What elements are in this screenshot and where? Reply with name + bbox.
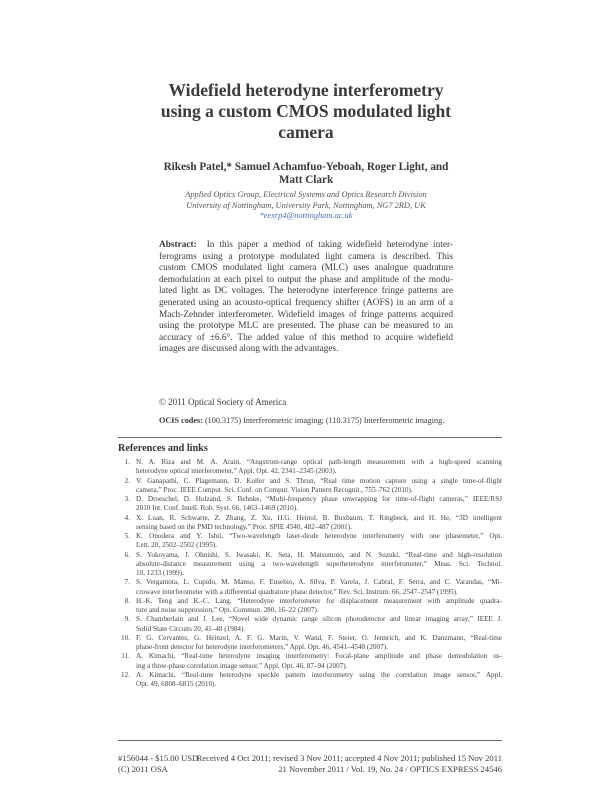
- abstract-line: ferograms using a prototype modulated light camera is described. This: [159, 251, 453, 262]
- reference-line: S. Yokoyama, J. Ohnishi, S. Iwasaki, K. Seta, H. Matsumoto, and N. Suzuki, “Real-time and high-resolution: [136, 550, 502, 559]
- reference-line: Opt. 49, 6808–6815 (2010).: [136, 680, 217, 688]
- reference-line: S. Vergamota, L. Cupido, M. Manso, F. Eusebio, A. Silva, P. Varela, J. Cabral, F. Serra, and C. Varandas, “Mi-: [136, 578, 502, 587]
- reference-item: [118, 578, 502, 597]
- ocis-codes: [159, 416, 444, 425]
- reference-line: 2010 Int. Conf. Intell. Rob. Syst. 66, 1463–1469 (2010).: [136, 504, 298, 513]
- abstract-text: In this paper a method of taking widefield heterodyne inter-: [206, 240, 453, 250]
- copyright-notice: © 2011 Optical Society of America: [159, 397, 287, 407]
- reference-item: [118, 495, 502, 514]
- reference-item: [118, 477, 502, 496]
- reference-number: 8.: [124, 596, 130, 605]
- reference-line: A. Kimachi, “Real-time heterodyne speckle pattern interferometry using the correlation image sensor,” Appl.: [136, 670, 502, 679]
- reference-line: F. G. Cervantes, G. Heinzel, A. F. G. Marin, V. Wand, F. Steier, O. Jennrich, and K. Danzmann, “Real-time: [136, 633, 502, 642]
- reference-item: [118, 458, 502, 477]
- divider: [118, 437, 502, 438]
- affiliation: [150, 190, 462, 222]
- reference-number: 6.: [124, 550, 130, 559]
- footer-journal-info: 21 November 2011 / Vol. 19, No. 24 / OPTICS EXPRESS 24546: [278, 764, 502, 774]
- footer-divider: [118, 740, 502, 741]
- reference-number: 10.: [121, 633, 130, 642]
- reference-number: 4.: [124, 513, 130, 522]
- page-footer: [118, 753, 502, 775]
- abstract-label: Abstract:: [159, 240, 197, 250]
- reference-line: camera,” Proc. IEEE Comput. Sci. Conf. on Comput. Vision Pattern Recognit., 755–762 (2010).: [136, 485, 413, 494]
- abstract-line: images are discussed along with the advantages.: [159, 344, 339, 355]
- references-heading: References and links: [118, 443, 208, 454]
- reference-item: [118, 652, 502, 671]
- abstract-line: accuracy of ±6.6°. The added value of this method to acquire widefield: [159, 332, 453, 343]
- reference-line: S. Chamberlain and J. Lee, “Novel wide dynamic range silicon photodetector and linear imaging array,” IEEE J.: [136, 615, 502, 624]
- email-link[interactable]: *eexrp4@nottingham.ac.uk: [259, 211, 353, 220]
- reference-line: Solid State Circuits 20, 41–48 (1984).: [136, 624, 246, 633]
- reference-line: H.-K. Teng and K.-C. Lang, “Heterodyne interferometer for displacement measurement with amplitude quadra-: [136, 596, 502, 605]
- reference-number: 2.: [124, 476, 130, 485]
- reference-line: X. Luan, R. Schwarte, Z. Zhang, Z. Xu, H.G. Heinol, B. Buxbaum, T. Ringbeck, and H. He, “3D intelligent: [136, 513, 502, 522]
- reference-line: crowave interferometer with a differential quadrature phase detector,” Rev. Sci. Instrum. 66, 2547–2547 (1995).: [136, 587, 458, 596]
- ocis-label: OCIS codes:: [159, 416, 203, 425]
- title-line: using a custom CMOS modulated light: [160, 101, 452, 121]
- reference-number: 9.: [124, 615, 130, 624]
- authors-line: Rikesh Patel,* Samuel Achamfuo-Yeboah, Roger Light, and: [163, 161, 449, 173]
- reference-item: [118, 532, 502, 551]
- reference-line: ing a three-phase correlation image sensor,” Appl. Opt. 46, 87–94 (2007).: [136, 661, 348, 670]
- reference-number: 3.: [124, 495, 130, 503]
- reference-number: 5.: [124, 532, 130, 540]
- reference-line: N. A. Riza and M. A. Arain, “Angstrom-range optical path-length measurement with a high-speed scanning: [136, 458, 502, 466]
- reference-line: phase-front detector for heterodyne interferometers,” Appl. Opt. 46, 4541–4548 (2007).: [136, 643, 388, 651]
- paper-title: [120, 80, 492, 143]
- reference-line: sensing based on the PMD technology,” Proc. SPIE 4540, 482–487 (2001).: [136, 522, 352, 531]
- abstract-line: demodulation at each pixel to output the phase and amplitude of the modu-: [159, 274, 453, 285]
- abstract-line: Mach-Zehnder interferometer. Widefield images of fringe patterns acquired: [159, 309, 453, 320]
- reference-item: [118, 615, 502, 634]
- reference-line: heterodyne optical interferometer,” Appl. Opt. 42, 2341–2345 (2003).: [136, 467, 337, 476]
- reference-number: 7.: [124, 578, 130, 587]
- reference-number: 1.: [124, 458, 130, 466]
- reference-item: [118, 551, 502, 579]
- reference-item: [118, 597, 502, 616]
- reference-item: [118, 634, 502, 653]
- reference-number: 12.: [121, 670, 130, 679]
- affiliation-line: Applied Optics Group, Electrical Systems and Optics Research Division: [185, 190, 427, 199]
- abstract-line: custom CMOS modulated light camera (MLC) uses analogue quadrature: [159, 263, 453, 274]
- footer-copyright: (C) 2011 OSA: [118, 764, 168, 774]
- abstract-line: lated light as DC voltages. The heterodyne interference fringe patterns are: [159, 286, 453, 297]
- reference-line: 10, 1233 (1999).: [136, 569, 184, 577]
- reference-line: A. Kimachi, “Real-time heterodyne imaging interferometry: Focal-plane amplitude and phase demodulation us-: [136, 652, 502, 661]
- reference-line: V. Ganapathi, C. Plagemann, D. Koller and S. Thrun, “Real time motion capture using a single time-of-flight: [136, 476, 502, 485]
- authors-line: Matt Clark: [278, 174, 334, 186]
- abstract-line: generated using an acousto-optical frequency shifter (AOFS) in an arm of a: [159, 297, 453, 308]
- reference-line: absolute-distance measurement using a two-wavelength superheterodyne interferometer,” Meas. Sci. Technol.: [136, 559, 502, 568]
- title-line: Widefield heterodyne interferometry: [168, 80, 444, 100]
- reference-line: K. Onodera and Y. Ishii, “Two-wavelength laser-diode heterodyne interferometry with one phasemeter,” Opt.: [136, 532, 502, 540]
- abstract: [159, 240, 453, 356]
- ocis-text: (100.3175) Interferometric imaging; (110.3175) Interferometric imaging.: [204, 416, 445, 425]
- affiliation-line: University of Nottingham, University Park, Nottingham, NG7 2RD, UK: [186, 200, 426, 210]
- reference-item: [118, 514, 502, 533]
- reference-line: Lett. 20, 2502–2502 (1995).: [136, 541, 218, 550]
- reference-list: [118, 458, 502, 689]
- reference-line: ture and noise suppression,” Opt. Commun. 280, 16–22 (2007).: [136, 606, 319, 614]
- author-list: [150, 161, 462, 187]
- title-line: camera: [278, 122, 334, 142]
- abstract-line: [159, 240, 453, 252]
- footer-document-id: #156044 - $15.00 USD: [118, 753, 199, 763]
- reference-number: 11.: [121, 652, 130, 661]
- reference-item: [118, 671, 502, 690]
- footer-dates: Received 4 Oct 2011; revised 3 Nov 2011; accepted 4 Nov 2011; published 15 Nov 2011: [196, 753, 502, 763]
- reference-line: D. Droeschel, D. Holzand, S. Behnke, “Multi-frequency phase unwrapping for time-of-flight cameras,” IEEE/RSJ: [136, 495, 502, 503]
- abstract-line: using the prototype MLC are presented. The phase can be measured to an: [159, 321, 453, 332]
